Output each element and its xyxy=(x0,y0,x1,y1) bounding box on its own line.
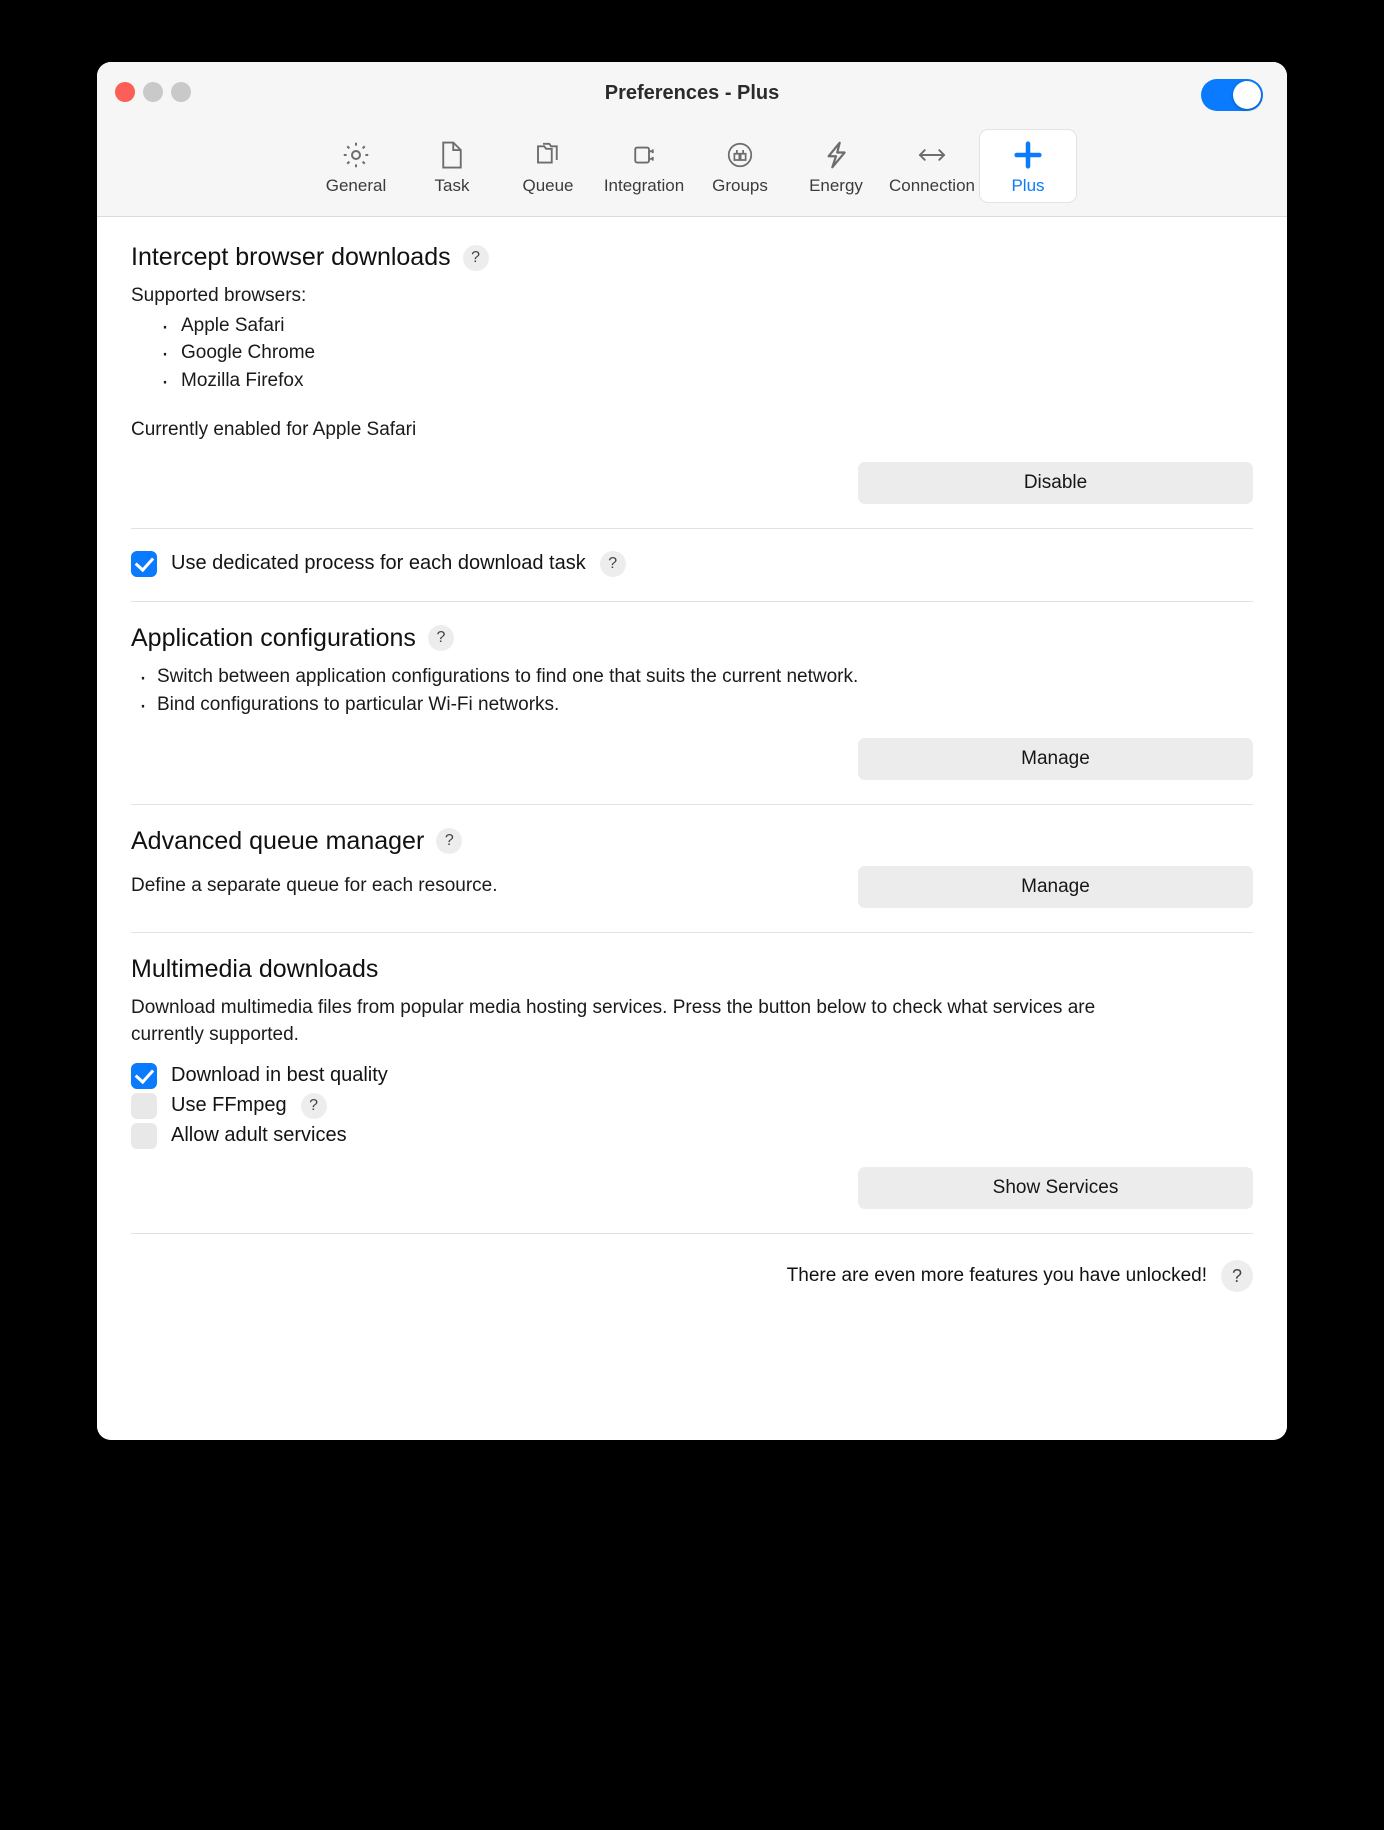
queue-manager-description: Define a separate queue for each resource. xyxy=(131,874,498,896)
multimedia-section-title xyxy=(131,955,1253,984)
list-item: · Bind configurations to particular Wi-Fi networks. xyxy=(131,691,1253,720)
best-quality-row[interactable] xyxy=(131,1063,1253,1089)
app-config-help-icon[interactable]: ? xyxy=(428,625,454,651)
multimedia-title-text: Multimedia downloads xyxy=(131,954,379,983)
ffmpeg-help-icon[interactable]: ? xyxy=(301,1093,327,1119)
queue-manager-help-icon[interactable]: ? xyxy=(436,828,462,854)
footer-row xyxy=(131,1260,1253,1292)
tab-task-label: Task xyxy=(434,176,470,195)
ffmpeg-label: Use FFmpeg xyxy=(171,1094,287,1117)
traffic-lights xyxy=(115,82,191,102)
queue-manager-section-title xyxy=(131,827,1253,856)
tab-groups[interactable] xyxy=(692,130,788,202)
tab-energy[interactable] xyxy=(788,130,884,202)
show-services-button[interactable]: Show Services xyxy=(858,1167,1253,1209)
app-config-title-text: Application configurations xyxy=(131,623,416,652)
adult-services-label: Allow adult services xyxy=(171,1124,347,1147)
folders-icon xyxy=(533,138,563,172)
preferences-toolbar xyxy=(97,124,1287,217)
best-quality-checkbox[interactable] xyxy=(131,1063,157,1089)
toggle-knob xyxy=(1233,81,1261,109)
tab-energy-label: Energy xyxy=(809,176,863,195)
intercept-section-title xyxy=(131,243,1253,272)
master-toggle[interactable] xyxy=(1201,79,1263,111)
tab-queue-label: Queue xyxy=(522,176,574,195)
tab-connection[interactable] xyxy=(884,130,980,202)
ffmpeg-checkbox[interactable] xyxy=(131,1093,157,1119)
bolt-icon xyxy=(823,138,849,172)
dedicated-process-label: Use dedicated process for each download task xyxy=(171,552,586,575)
intercept-status-text: Currently enabled for Apple Safari xyxy=(131,419,417,441)
intercept-button-row xyxy=(131,462,1253,504)
plus-icon xyxy=(1011,138,1045,172)
minimize-button[interactable] xyxy=(143,82,163,102)
app-config-manage-button[interactable]: Manage xyxy=(858,738,1253,780)
app-config-button-row xyxy=(131,738,1253,780)
divider xyxy=(131,804,1253,805)
disable-button[interactable]: Disable xyxy=(858,462,1253,504)
divider xyxy=(131,528,1253,529)
app-config-bullets xyxy=(131,663,1253,720)
tab-integration[interactable] xyxy=(596,130,692,202)
groups-icon xyxy=(725,138,755,172)
dedicated-process-help-icon[interactable]: ? xyxy=(600,551,626,577)
divider xyxy=(131,601,1253,602)
tab-connection-label: Connection xyxy=(888,176,975,195)
tab-general[interactable] xyxy=(308,130,404,202)
close-button[interactable] xyxy=(115,82,135,102)
footer-text: There are even more features you have unlocked! xyxy=(786,1264,1207,1286)
queue-manager-manage-button[interactable]: Manage xyxy=(858,866,1253,908)
window-title: Preferences - Plus xyxy=(604,81,780,104)
tab-groups-label: Groups xyxy=(712,176,768,195)
tab-plus[interactable] xyxy=(980,130,1076,202)
supported-browsers-list xyxy=(157,312,1253,395)
adult-services-row[interactable] xyxy=(131,1123,1253,1149)
app-config-section-title xyxy=(131,624,1253,653)
intercept-title-text: Intercept browser downloads xyxy=(131,243,451,271)
tab-queue[interactable] xyxy=(500,130,596,202)
supported-browsers-label: Supported browsers: xyxy=(131,285,307,306)
tab-plus-label: Plus xyxy=(1011,176,1045,195)
plugin-icon xyxy=(629,138,659,172)
ffmpeg-row[interactable] xyxy=(131,1093,1253,1119)
divider xyxy=(131,1233,1253,1234)
best-quality-label: Download in best quality xyxy=(171,1064,388,1087)
preferences-window xyxy=(97,62,1287,1440)
titlebar xyxy=(97,62,1287,124)
footer-help-icon[interactable]: ? xyxy=(1221,1260,1253,1292)
dedicated-process-checkbox[interactable] xyxy=(131,551,157,577)
queue-manager-title-text: Advanced queue manager xyxy=(131,826,425,855)
dedicated-process-row[interactable] xyxy=(131,551,1253,577)
list-item: · Mozilla Firefox xyxy=(157,367,1253,395)
multimedia-description: Download multimedia files from popular media hosting services. Press the button below to check what services are currently supported. xyxy=(131,996,1096,1046)
list-item: · Switch between application configurations to find one that suits the current network. xyxy=(131,663,1253,692)
tab-general-label: General xyxy=(325,176,387,195)
multimedia-button-row xyxy=(131,1167,1253,1209)
divider xyxy=(131,932,1253,933)
tab-integration-label: Integration xyxy=(603,176,685,195)
list-item: · Apple Safari xyxy=(157,312,1253,340)
list-item: · Google Chrome xyxy=(157,339,1253,367)
plus-settings-pane xyxy=(97,217,1287,1440)
queue-manager-row xyxy=(131,866,1253,908)
intercept-help-icon[interactable]: ? xyxy=(463,245,489,271)
document-icon xyxy=(439,138,465,172)
tab-task[interactable] xyxy=(404,130,500,202)
zoom-button[interactable] xyxy=(171,82,191,102)
adult-services-checkbox[interactable] xyxy=(131,1123,157,1149)
gear-icon xyxy=(341,138,371,172)
arrows-horizontal-icon xyxy=(915,138,949,172)
